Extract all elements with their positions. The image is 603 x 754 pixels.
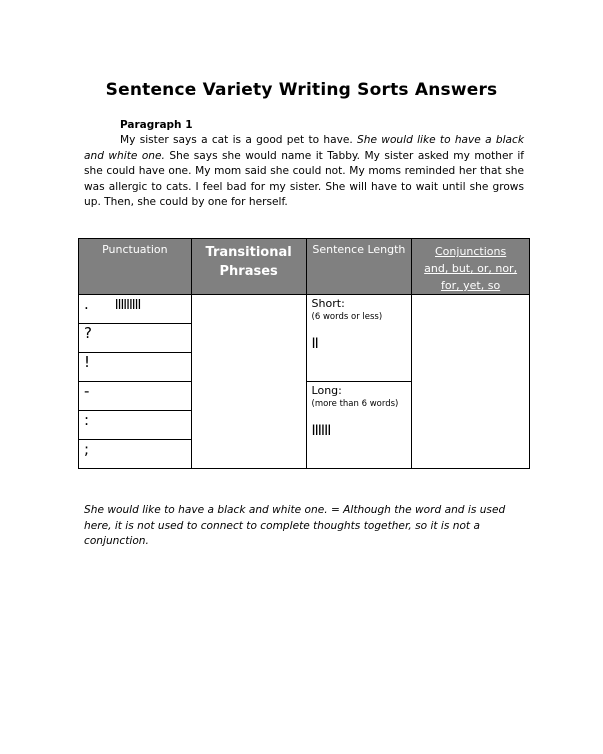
- punct-mark: !: [84, 353, 91, 371]
- punct-mark: ;: [84, 440, 90, 458]
- punct-row: [79, 411, 192, 440]
- paragraph-italic: She would like to have a black and white one.: [84, 134, 525, 162]
- long-label: Long:: [311, 384, 342, 397]
- tally: II: [311, 336, 318, 352]
- header-transitional: Transitional Phrases: [191, 239, 306, 295]
- punct-row: [79, 295, 192, 324]
- explanation-note: She would like to have a black and white one. = Although the word and is used here, it is not used to connect to complete thoughts together, so it is not a conjunction.: [84, 504, 506, 547]
- header-punctuation: Punctuation: [79, 239, 192, 295]
- tally: IIIIII: [311, 423, 331, 439]
- conj-line1: and, but, or, nor,: [424, 262, 518, 275]
- paragraph-text: [84, 133, 524, 211]
- transitional-cell: [191, 295, 306, 469]
- sorts-table: [78, 238, 530, 469]
- header-conjunctions: [412, 239, 530, 295]
- punct-mark: -: [84, 382, 90, 400]
- tally: IIIIIIIII: [114, 298, 141, 313]
- punct-mark: ?: [84, 324, 92, 342]
- paragraph-heading: Paragraph 1: [120, 119, 193, 131]
- short-cell: [306, 295, 412, 382]
- conj-title: Conjunctions: [435, 245, 507, 258]
- header-length: Sentence Length: [306, 239, 412, 295]
- punct-row: [79, 382, 192, 411]
- conjunctions-cell: [412, 295, 530, 469]
- long-cell: [306, 382, 412, 469]
- paragraph-part: She says she would name it Tabby. My sister asked my mother if she could have one. My mom said she could not. My moms reminded her that she was allergic to cats. I feel bad for my sister. She will have to wait until she grows up. Then, she could by one for herself.: [84, 149, 524, 208]
- punct-row: [79, 353, 192, 382]
- long-note: (more than 6 words): [311, 399, 399, 409]
- punct-row: [79, 440, 192, 469]
- punct-mark: .: [84, 295, 89, 313]
- punct-mark: :: [84, 411, 90, 429]
- page-title: Sentence Variety Writing Sorts Answers: [105, 80, 498, 100]
- punct-row: [79, 324, 192, 353]
- short-note: (6 words or less): [311, 312, 383, 322]
- short-label: Short:: [311, 297, 345, 310]
- paragraph-part: My sister says a cat is a good pet to have.: [120, 134, 358, 146]
- conj-line2: for, yet, so: [441, 279, 501, 292]
